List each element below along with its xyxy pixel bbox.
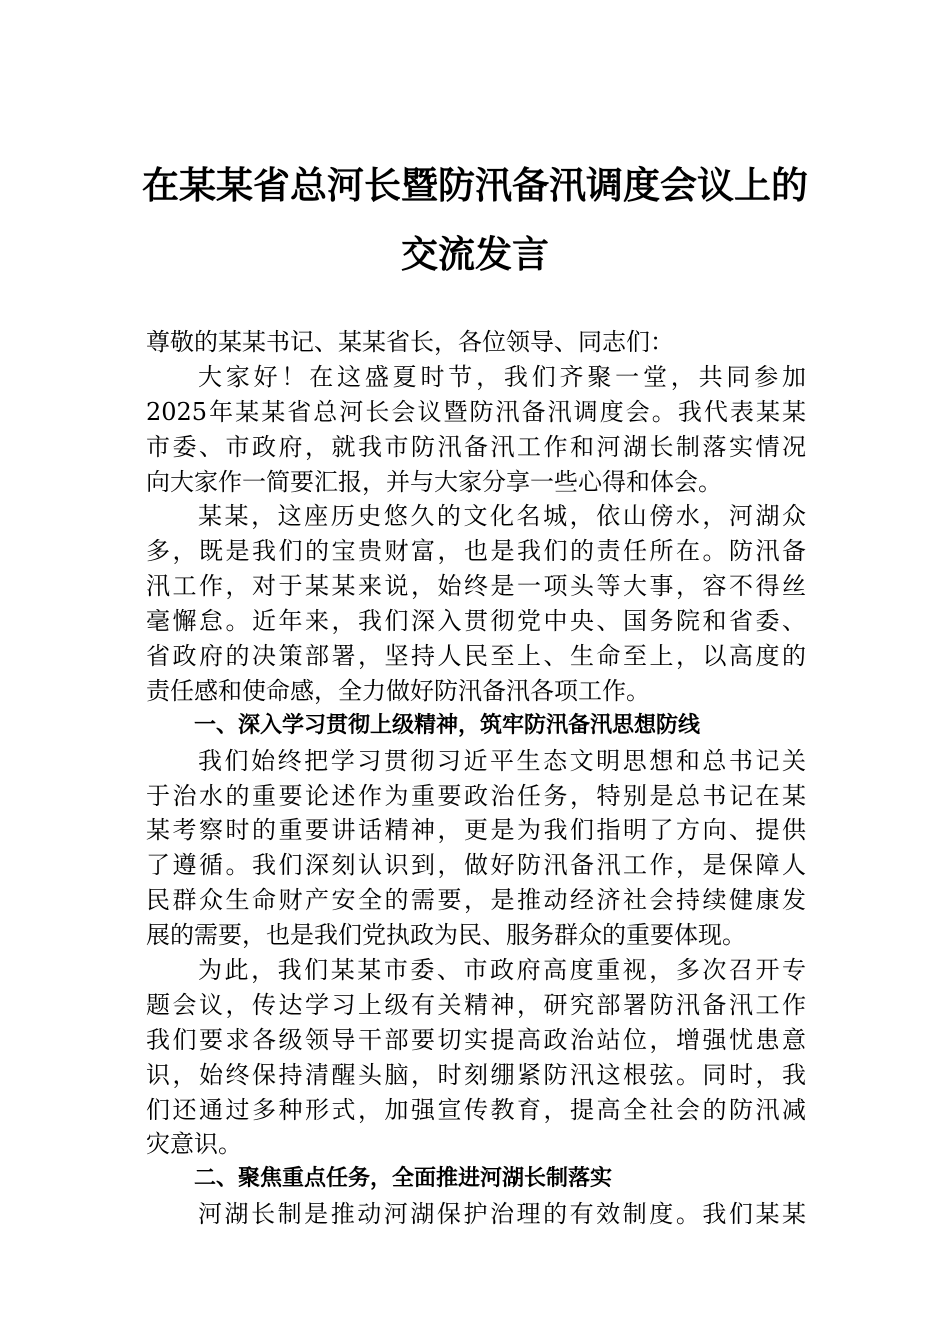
paragraph-line: 大家好！在这盛夏时节，我们齐聚一堂，共同参加 [198,362,806,391]
paragraph-line: 河湖长制是推动河湖保护治理的有效制度。我们某某 [198,1200,806,1229]
paragraph-line: 毫懈怠。近年来，我们深入贯彻党中央、国务院和省委、 [146,607,806,636]
greeting: 尊敬的某某书记、某某省长，各位领导、同志们： [146,328,674,356]
paragraph-line: 题会议，传达学习上级有关精神，研究部署防汛备汛工作 [146,990,806,1019]
section-heading-1: 一、深入学习贯彻上级精神，筑牢防汛备汛思想防线 [194,712,701,738]
paragraph-line: 某某，这座历史悠久的文化名城，依山傍水，河湖众 [198,502,806,531]
paragraph-line: 市委、市政府，就我市防汛备汛工作和河湖长制落实情况 [146,432,806,461]
paragraph-line: 向大家作一简要汇报，并与大家分享一些心得和体会。 [146,467,722,496]
paragraph-line: 们还通过多种形式，加强宣传教育，提高全社会的防汛减 [146,1095,806,1124]
paragraph-line: 为此，我们某某市委、市政府高度重视，多次召开专 [198,956,806,985]
paragraph-line: 灾意识。 [146,1130,242,1159]
paragraph-line: 我们要求各级领导干部要切实提高政治站位，增强忧患意 [146,1025,806,1054]
paragraph-line: 2025年某某省总河长会议暨防汛备汛调度会。我代表某某 [146,397,806,426]
paragraph-line: 我们始终把学习贯彻习近平生态文明思想和总书记关 [198,746,806,775]
document-body [146,325,806,1232]
paragraph-line: 了遵循。我们深刻认识到，做好防汛备汛工作，是保障人 [146,851,806,880]
paragraph-line: 省政府的决策部署，坚持人民至上、生命至上，以高度的 [146,642,806,671]
paragraph-line: 识，始终保持清醒头脑，时刻绷紧防汛这根弦。同时，我 [146,1060,806,1089]
paragraph-line: 多，既是我们的宝贵财富，也是我们的责任所在。防汛备 [146,537,806,566]
paragraph-line: 汛工作，对于某某来说，始终是一项头等大事，容不得丝 [146,572,806,601]
paragraph-line: 展的需要，也是我们党执政为民、服务群众的重要体现。 [146,921,746,950]
document-title-line-2: 交流发言 [401,232,549,276]
paragraph-line: 民群众生命财产安全的需要，是推动经济社会持续健康发 [146,886,806,915]
document-title-line-1: 在某某省总河长暨防汛备汛调度会议上的 [142,163,808,207]
paragraph-line: 某考察时的重要讲话精神，更是为我们指明了方向、提供 [146,816,806,845]
paragraph-line: 责任感和使命感，全力做好防汛备汛各项工作。 [146,676,650,705]
section-heading-2: 二、聚焦重点任务，全面推进河湖长制落实 [194,1166,613,1192]
paragraph-line: 于治水的重要论述作为重要政治任务，特别是总书记在某 [146,781,806,810]
